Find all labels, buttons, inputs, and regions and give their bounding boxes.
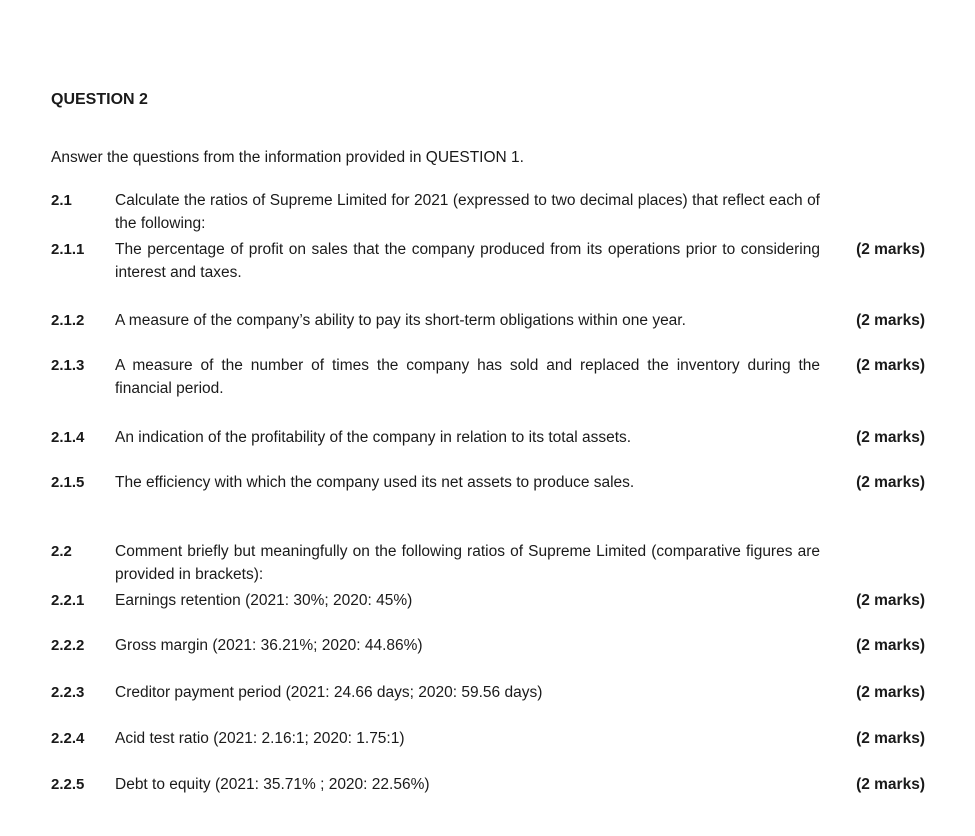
item-marks-2-1-2: (2 marks) [856, 312, 925, 329]
section-text-2-1: Calculate the ratios of Supreme Limited for 2021 (expressed to two decimal places) that reflect each of the following: [115, 192, 820, 232]
item-marks-2-2-5: (2 marks) [856, 776, 925, 793]
item-text-2-2-5: Debt to equity (2021: 35.71% ; 2020: 22.56%) [115, 776, 430, 793]
item-marks-2-1-4: (2 marks) [856, 429, 925, 446]
item-text-2-1-3: A measure of the number of times the company has sold and replaced the inventory during the financial period. [115, 357, 820, 397]
item-number-2-2-3: 2.2.3 [51, 684, 85, 701]
item-number-2-1-2: 2.1.2 [51, 312, 85, 329]
item-text-2-2-2: Gross margin (2021: 36.21%; 2020: 44.86%) [115, 637, 423, 654]
item-text-2-1-4: An indication of the profitability of the company in relation to its total assets. [115, 429, 632, 446]
item-marks-2-1-1: (2 marks) [856, 241, 925, 258]
item-text-2-2-1: Earnings retention (2021: 30%; 2020: 45%) [115, 592, 413, 609]
item-text-2-1-1: The percentage of profit on sales that the company produced from its operations prior to considering interest and taxes. [115, 241, 820, 281]
item-number-2-1-4: 2.1.4 [51, 429, 85, 446]
item-text-2-2-3: Creditor payment period (2021: 24.66 days; 2020: 59.56 days) [115, 684, 543, 701]
item-text-2-1-2: A measure of the company’s ability to pay its short-term obligations within one year. [115, 312, 686, 329]
item-text-2-2-4: Acid test ratio (2021: 2.16:1; 2020: 1.75:1) [115, 730, 405, 747]
section-text-2-2: Comment briefly but meaningfully on the following ratios of Supreme Limited (comparative figures are provided in brackets): [115, 543, 820, 583]
page-title: QUESTION 2 [51, 91, 148, 108]
item-marks-2-2-1: (2 marks) [856, 592, 925, 609]
item-number-2-1-5: 2.1.5 [51, 474, 85, 491]
item-number-2-2-2: 2.2.2 [51, 637, 85, 654]
item-marks-2-2-2: (2 marks) [856, 637, 925, 654]
section-number-2-2: 2.2 [51, 543, 72, 560]
question-intro: Answer the questions from the information provided in QUESTION 1. [51, 149, 524, 166]
item-number-2-2-5: 2.2.5 [51, 776, 85, 793]
item-number-2-2-4: 2.2.4 [51, 730, 85, 747]
item-number-2-2-1: 2.2.1 [51, 592, 85, 609]
item-marks-2-1-3: (2 marks) [856, 357, 925, 374]
item-number-2-1-3: 2.1.3 [51, 357, 85, 374]
item-marks-2-2-4: (2 marks) [856, 730, 925, 747]
item-marks-2-2-3: (2 marks) [856, 684, 925, 701]
item-marks-2-1-5: (2 marks) [856, 474, 925, 491]
section-number-2-1: 2.1 [51, 192, 72, 209]
item-number-2-1-1: 2.1.1 [51, 241, 85, 258]
item-text-2-1-5: The efficiency with which the company used its net assets to produce sales. [115, 474, 635, 491]
